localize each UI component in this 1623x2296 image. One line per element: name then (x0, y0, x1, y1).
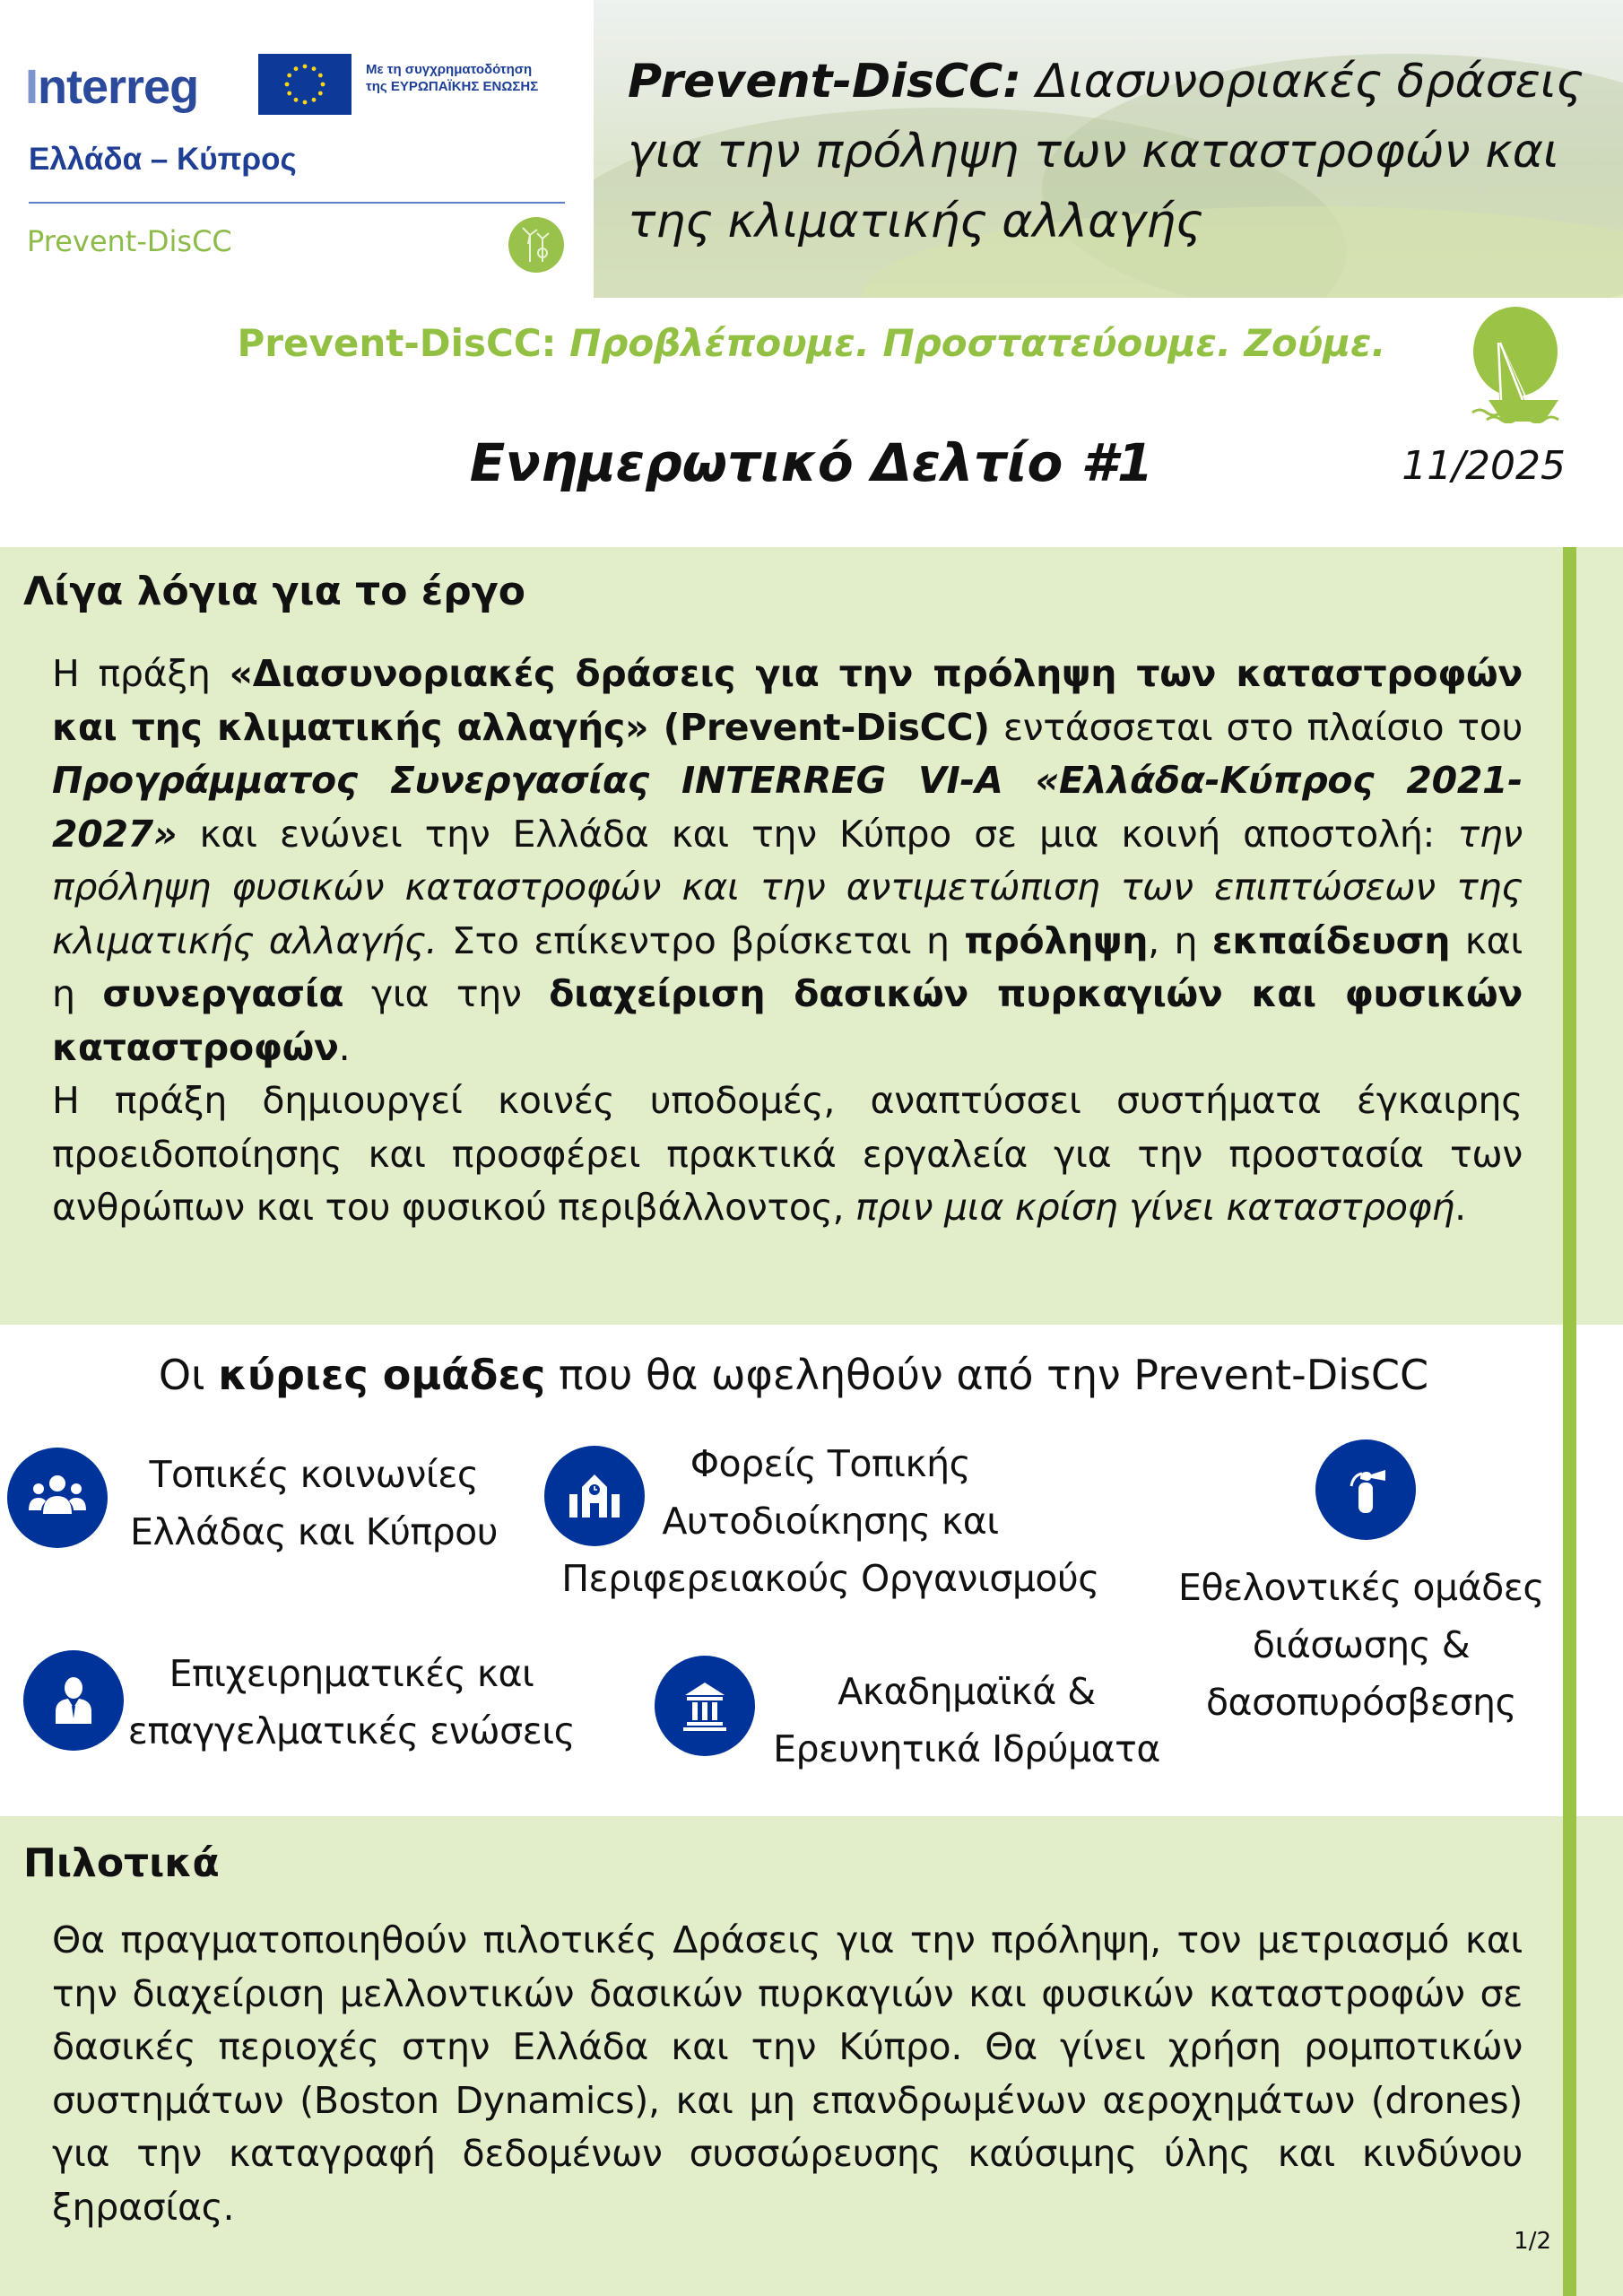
text-run: πρόληψη (964, 918, 1149, 962)
text-run: Η πράξη (52, 652, 230, 695)
eu-star (303, 65, 308, 69)
text-run: πριν μια κρίση γίνει καταστροφή (855, 1186, 1455, 1229)
eu-star (303, 100, 308, 105)
interreg-logo-wordmark: Interreg (25, 60, 199, 114)
text-run: Στο επίκεντρο βρίσκεται η (437, 918, 965, 962)
text-run: και η (52, 918, 1523, 1015)
group-label-line: Επιχειρηματικές και (169, 1652, 534, 1695)
group-label-academic-institutions (742, 1663, 1191, 1778)
group-label-line: Φορείς Τοπικής (690, 1442, 971, 1485)
text-run: «Διασυνοριακές δράσεις για την πρόληψη των καταστροφών και της κλιματικής αλλαγής» (Prevent-DisCC) (52, 652, 1523, 749)
eu-star (294, 98, 299, 102)
text-run: εντάσσεται στο πλαίσιο του (989, 705, 1523, 749)
about-paragraph-1 (52, 648, 1523, 1074)
eu-star (287, 74, 291, 78)
group-label-volunteers (1164, 1559, 1558, 1731)
text-run: και ενώνει την Ελλάδα και την Κύπρο σε μια κοινή αποστολή: (177, 812, 1458, 856)
tagline (0, 321, 1623, 365)
text-run: . (338, 1025, 351, 1069)
text-run: διαχείριση δασικών πυρκαγιών και φυσικών καταστροφών (52, 972, 1523, 1069)
eu-star (318, 91, 323, 96)
group-label-line: Τοπικές κοινωνίες (149, 1453, 479, 1496)
text-run: εκπαίδευση (1211, 918, 1451, 962)
newsletter-title: Ενημερωτικό Δελτίο #1 (469, 432, 1154, 493)
page-number: 1/2 (1514, 2228, 1551, 2255)
business-person-icon (23, 1650, 124, 1751)
group-label-line: Εθελοντικές ομάδες (1178, 1566, 1544, 1609)
group-label-local-government (534, 1435, 1126, 1607)
eu-star (321, 83, 325, 87)
header-title-project: Prevent-DisCC: (628, 55, 1022, 109)
group-label-line: Ακαδημαϊκά & (838, 1670, 1096, 1713)
eu-cofunding-text (366, 61, 590, 95)
pilots-paragraph: Θα πραγματοποιηθούν πιλοτικές Δράσεις για την πρόληψη, τον μετριασμό και την διαχείριση μελλοντικών δασικών πυρκαγιών και φυσικών καταστροφών σε δασικές περιοχές στην Ελλάδα και την Κύπρο. Θα γίνει χρήση ρομποτικών συστημάτων (Boston Dynamics), και μη επανδρωμένων αεροχημάτων (drones) για την καταγραφή δεδομένων συσσώρευσης καύσιμης ύλης και κινδύνου ξηρασίας. (52, 1918, 1523, 2229)
sailboat-logo-icon (1471, 307, 1566, 423)
eu-flag-icon (258, 54, 352, 115)
group-label-line: Αυτοδιοίκησης και (662, 1500, 999, 1543)
header-title-line3: της κλιματικής αλλαγής (628, 195, 1203, 248)
group-label-local-communities (108, 1446, 520, 1561)
accent-vertical-bar (1563, 547, 1576, 2296)
groups-title-post: που θα ωφεληθούν από την Prevent-DisCC (545, 1351, 1429, 1399)
group-label-line: επαγγελματικές ενώσεις (127, 1709, 576, 1752)
groups-title-bold: κύριες ομάδες (218, 1351, 546, 1399)
text-run: , η (1148, 918, 1212, 962)
issue-date: 11/2025 (1402, 443, 1566, 489)
pilots-body (52, 1914, 1523, 2234)
pilots-heading: Πιλοτικά (23, 1840, 220, 1886)
about-paragraph-2 (52, 1074, 1523, 1235)
fire-extinguisher-icon (1315, 1439, 1416, 1540)
text-run: Η πράξη δημιουργεί κοινές υποδομές, αναπτύσσει συστήματα έγκαιρης προειδοποίησης και προσφέρει πρακτικά εργαλεία για την προστασία των ανθρώπων και του φυσικού περιβάλλοντος, (52, 1079, 1523, 1229)
groups-title-pre: Οι (158, 1351, 219, 1399)
eu-cofunding-line1: Με τη συγχρηματοδότηση (366, 62, 533, 77)
eu-star (312, 66, 317, 71)
about-heading: Λίγα λόγια για το έργο (23, 569, 525, 614)
group-label-line: Περιφερειακούς Οργανισμούς (561, 1557, 1099, 1600)
group-label-line: διάσωσης & (1252, 1623, 1471, 1666)
programme-region: Ελλάδα – Κύπρος (29, 142, 297, 177)
text-run: συνεργασία (102, 972, 344, 1015)
eu-star (285, 83, 290, 87)
tagline-project: Prevent-DisCC: (237, 321, 557, 365)
eu-star (294, 66, 299, 71)
logo-divider (29, 202, 565, 204)
wind-turbine-badge-icon (508, 217, 564, 273)
text-run: . (1454, 1186, 1466, 1229)
header-title (628, 47, 1605, 257)
group-label-line: Ερευνητικά Ιδρύματα (773, 1727, 1160, 1770)
group-label-business-associations (118, 1645, 585, 1760)
eu-cofunding-line2: της ΕΥΡΩΠΑΪΚΗΣ ΕΝΩΣΗΣ (366, 79, 539, 94)
groups-title (0, 1351, 1587, 1399)
group-label-line: Ελλάδας και Κύπρου (130, 1510, 498, 1553)
text-run: για την (343, 972, 550, 1015)
people-group-icon (7, 1448, 108, 1548)
eu-star (312, 98, 317, 102)
header-title-line1: Διασυνοριακές δράσεις (1021, 55, 1584, 109)
text-run: την πρόληψη φυσικών καταστροφών και την αντιμετώπιση των επιπτώσεων της κλιματικής αλλαγής. (52, 812, 1523, 962)
text-run: Προγράμματος Συνεργασίας INTERREG VI-A «Ελλάδα-Κύπρος 2021-2027» (52, 759, 1523, 856)
institution-icon (655, 1656, 755, 1756)
eu-star (318, 74, 323, 78)
tagline-motto: Προβλέπουμε. Προστατεύουμε. Ζούμε. (556, 321, 1386, 365)
header-title-line2: για την πρόληψη των καταστροφών και (628, 125, 1559, 178)
eu-star (287, 91, 291, 96)
group-label-line: δασοπυρόσβεσης (1205, 1681, 1517, 1724)
about-body (52, 648, 1523, 1235)
project-name-logo: Prevent-DisCC (27, 224, 232, 258)
